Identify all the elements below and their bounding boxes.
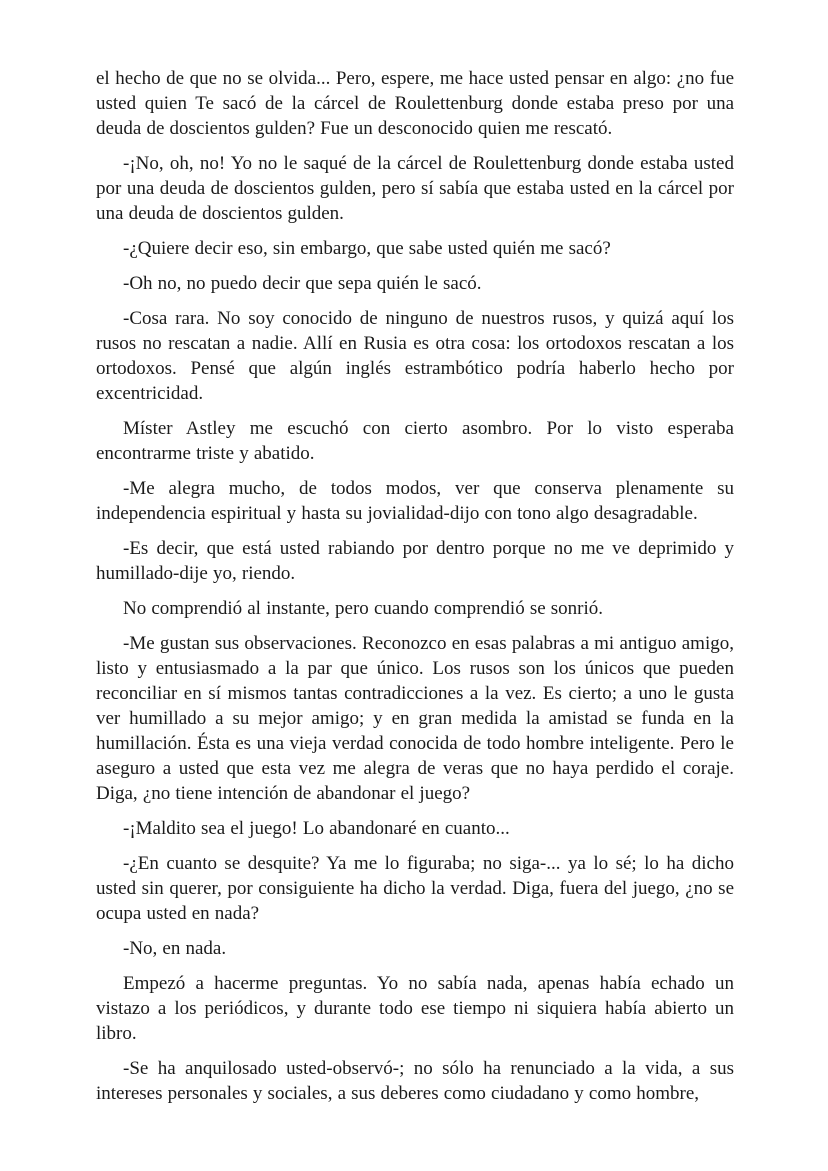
paragraph: -¡No, oh, no! Yo no le saqué de la cárcel de Roulettenburg donde estaba usted por una deuda de doscientos gulden, pero sí sabía que estaba usted en la cárcel por una deuda de doscientos gulden. — [96, 153, 734, 224]
paragraph: -¿Quiere decir eso, sin embargo, que sabe usted quién me sacó? — [123, 238, 611, 259]
paragraph: el hecho de que no se olvida... Pero, espere, me hace usted pensar en algo: ¿no fue usted quien Te sacó de la cárcel de Roulettenburg donde estaba preso por una deuda de doscientos gulden? Fue un desconocido quien me rescató. — [96, 68, 734, 139]
paragraph: -¡Maldito sea el juego! Lo abandonaré en cuanto... — [123, 818, 510, 839]
paragraph: -¿En cuanto se desquite? Ya me lo figuraba; no siga-... ya lo sé; lo ha dicho usted sin querer, por consiguiente ha dicho la verdad. Diga, fuera del juego, ¿no se ocupa usted en nada? — [96, 853, 734, 924]
paragraph: -Oh no, no puedo decir que sepa quién le sacó. — [123, 273, 482, 294]
paragraph: -Cosa rara. No soy conocido de ninguno de nuestros rusos, y quizá aquí los rusos no rescatan a nadie. Allí en Rusia es otra cosa: los ortodoxos rescatan a los ortodoxos. Pensé que algún inglés estrambótico podría haberlo hecho por excentricidad. — [96, 308, 734, 404]
paragraph: -Me alegra mucho, de todos modos, ver que conserva plenamente su independencia espiritual y hasta su jovialidad-dijo con tono algo desagradable. — [96, 478, 734, 524]
paragraph: -No, en nada. — [123, 938, 227, 959]
paragraph: No comprendió al instante, pero cuando comprendió se sonrió. — [123, 598, 604, 619]
paragraph: -Me gustan sus observaciones. Reconozco en esas palabras a mi antiguo amigo, listo y entusiasmado a la par que único. Los rusos son los únicos que pueden reconciliar en sí mismos tantas contradicciones a la vez. Es cierto; a uno le gusta ver humillado a su mejor amigo; y en gran medida la amistad se funda en la humillación. Ésta es una vieja verdad conocida de todo hombre inteligente. Pero le aseguro a usted que esta vez me alegra de veras que no haya perdido el coraje. Diga, ¿no tiene intención de abandonar el juego? — [96, 633, 734, 804]
paragraph: Empezó a hacerme preguntas. Yo no sabía nada, apenas había echado un vistazo a los periódicos, y durante todo ese tiempo ni siquiera había abierto un libro. — [96, 973, 734, 1044]
paragraph: -Es decir, que está usted rabiando por dentro porque no me ve deprimido y humillado-dije yo, riendo. — [96, 538, 734, 584]
paragraph: Míster Astley me escuchó con cierto asombro. Por lo visto esperaba encontrarme triste y abatido. — [96, 418, 734, 464]
paragraph: -Se ha anquilosado usted-observó-; no sólo ha renunciado a la vida, a sus intereses personales y sociales, a sus deberes como ciudadano y como hombre, — [96, 1058, 734, 1104]
